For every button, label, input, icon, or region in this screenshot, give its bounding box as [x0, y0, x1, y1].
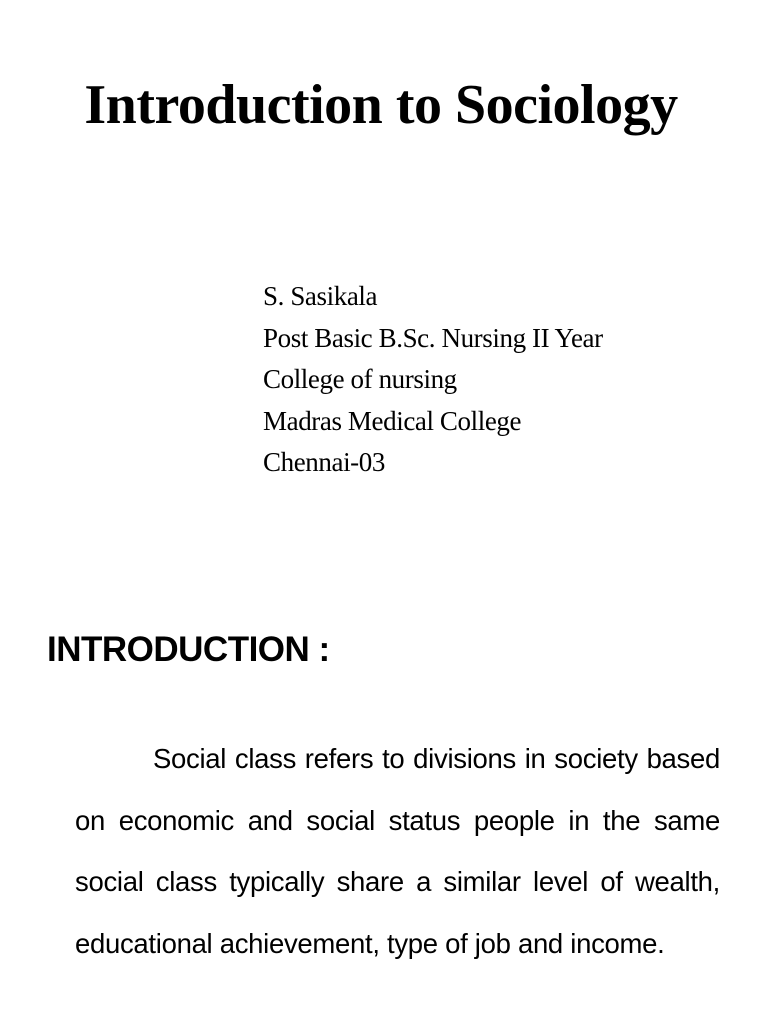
author-city: Chennai-03: [263, 447, 385, 477]
author-block: [263, 276, 603, 484]
body-paragraph: Social class refers to divisions in society based on economic and social status people in the same social class typically share a similar level of wealth, educational achievement, type of job and income.: [75, 743, 720, 959]
author-college: College of nursing: [263, 364, 457, 394]
document-title: Introduction to Sociology: [84, 74, 678, 136]
section-heading: INTRODUCTION :: [47, 630, 330, 669]
author-program: Post Basic B.Sc. Nursing II Year: [263, 322, 603, 353]
author-name: S. Sasikala: [263, 281, 378, 311]
author-institution: Madras Medical College: [263, 405, 522, 436]
